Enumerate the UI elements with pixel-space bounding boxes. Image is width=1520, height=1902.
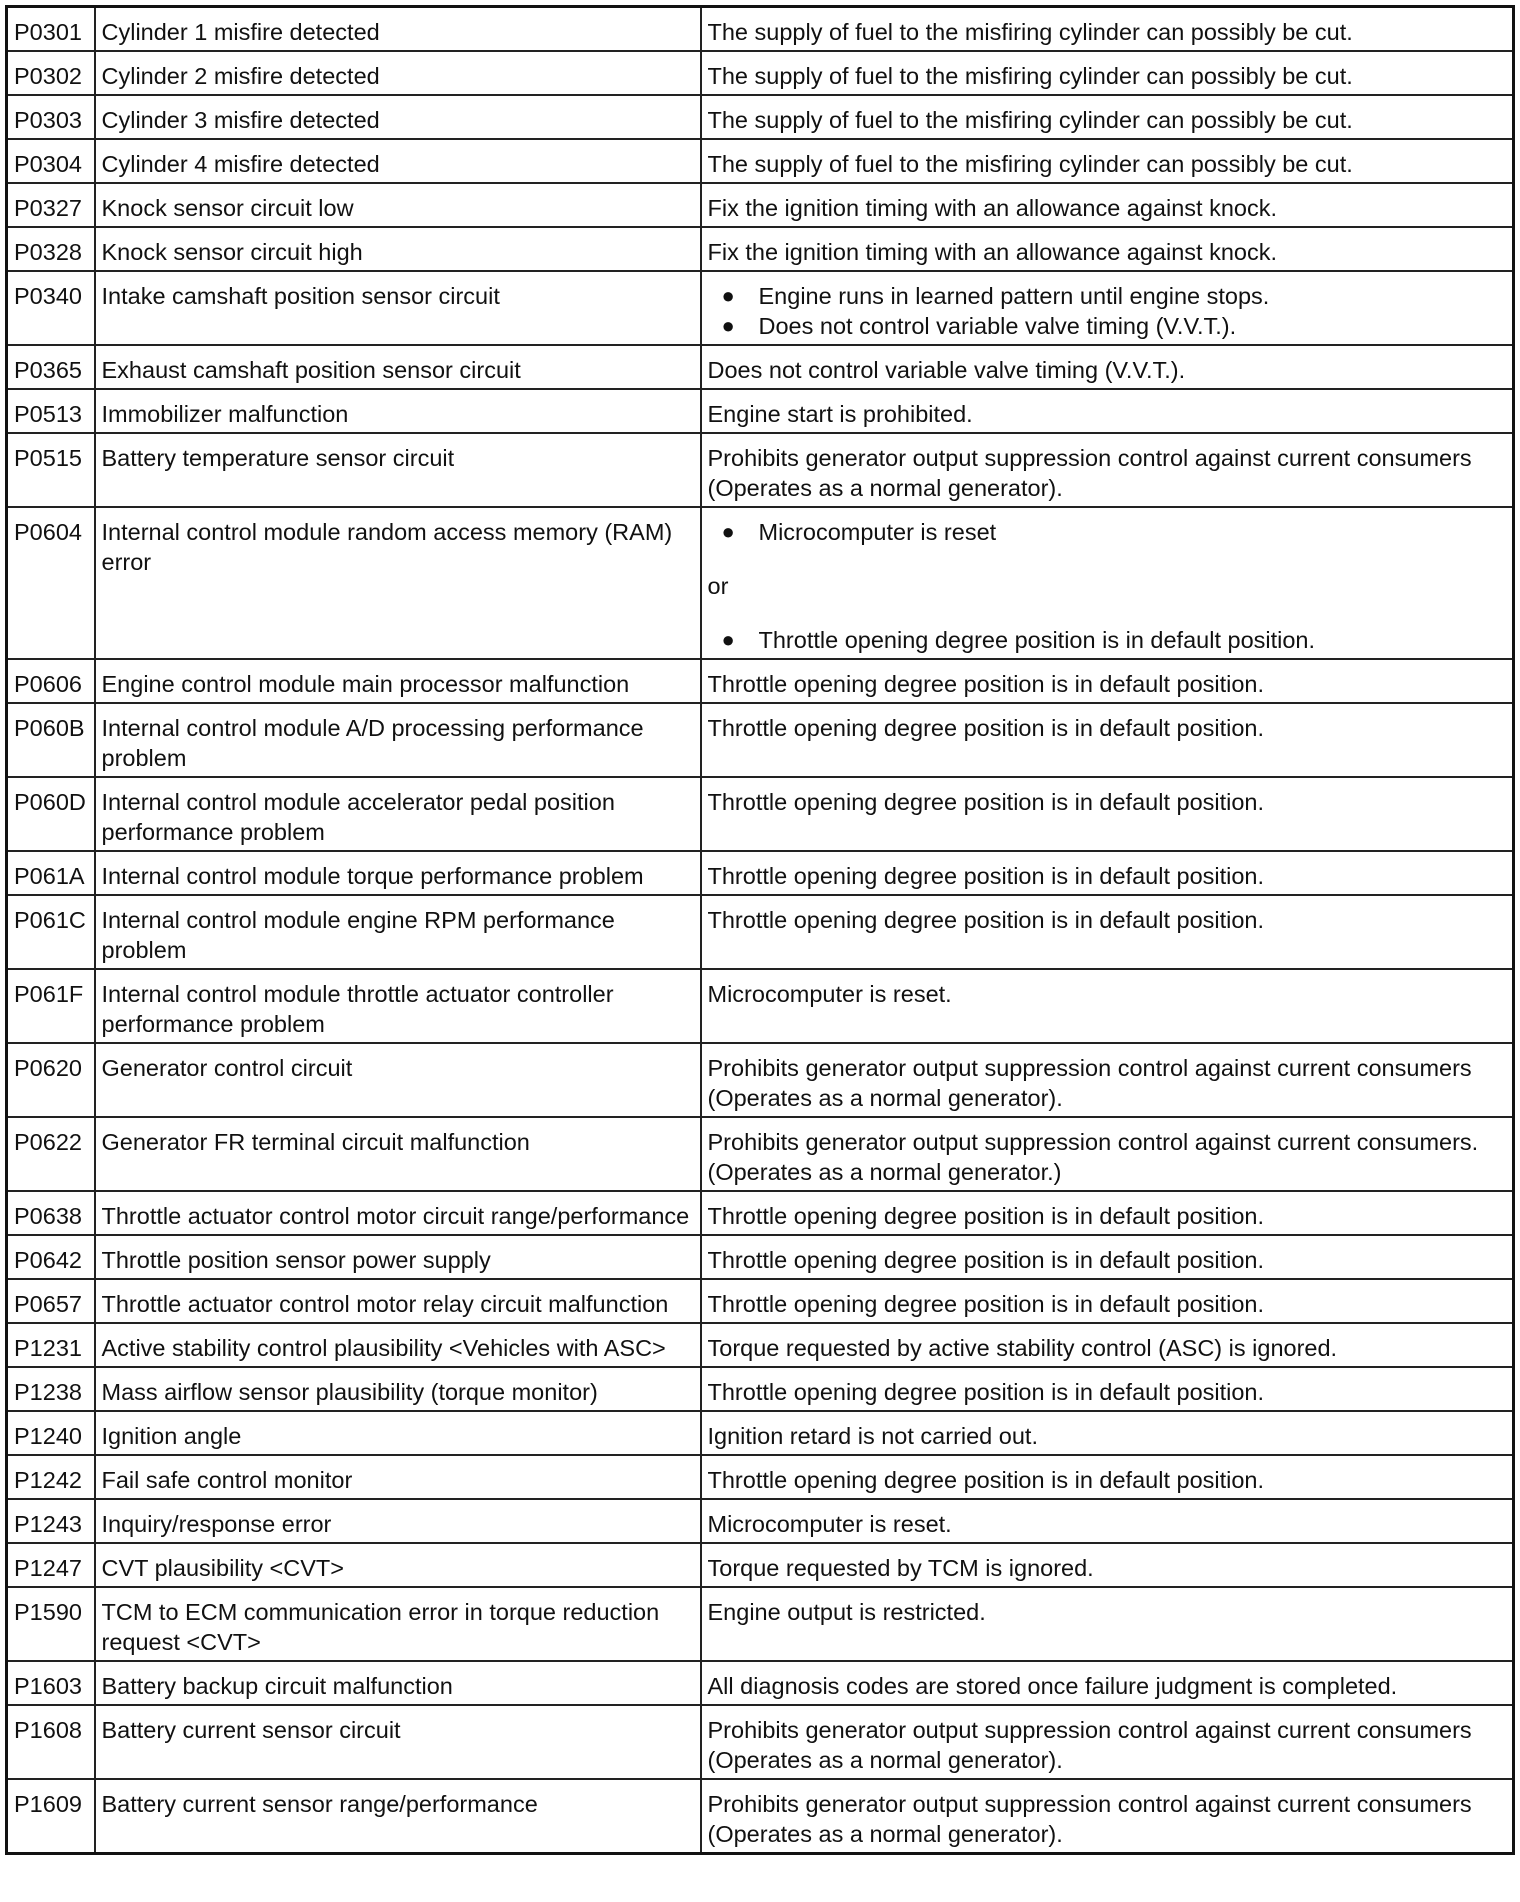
fail-safe-action: Throttle opening degree position is in default position. <box>701 851 1514 895</box>
table-row <box>7 1779 1514 1854</box>
fail-safe-action: Prohibits generator output suppression control against current consumers (Operates as a normal generator). <box>701 1705 1514 1779</box>
dtc-code: P0638 <box>7 1191 95 1235</box>
diagnosis-item: Active stability control plausibility <Vehicles with ASC> <box>95 1323 701 1367</box>
diagnosis-item: Internal control module random access memory (RAM) error <box>95 507 701 659</box>
table-row <box>7 51 1514 95</box>
table-row <box>7 1499 1514 1543</box>
diagnosis-item: Battery temperature sensor circuit <box>95 433 701 507</box>
diagnosis-item: TCM to ECM communication error in torque reduction request <CVT> <box>95 1587 701 1661</box>
table-row <box>7 507 1514 659</box>
dtc-code: P061C <box>7 895 95 969</box>
fail-safe-action: The supply of fuel to the misfiring cylinder can possibly be cut. <box>701 51 1514 95</box>
table-row <box>7 271 1514 345</box>
dtc-code: P1231 <box>7 1323 95 1367</box>
fail-safe-action: Fix the ignition timing with an allowance against knock. <box>701 227 1514 271</box>
dtc-code: P060D <box>7 777 95 851</box>
table-row <box>7 895 1514 969</box>
fail-safe-action: Torque requested by active stability control (ASC) is ignored. <box>701 1323 1514 1367</box>
action-bullet: ● Microcomputer is reset <box>708 517 1507 547</box>
dtc-code: P061F <box>7 969 95 1043</box>
action-bullet: ● Throttle opening degree position is in default position. <box>708 625 1507 655</box>
fail-safe-action <box>701 271 1514 345</box>
table-row <box>7 1543 1514 1587</box>
fail-safe-action: Throttle opening degree position is in default position. <box>701 703 1514 777</box>
action-bullet-list <box>708 281 1507 341</box>
dtc-code: P0327 <box>7 183 95 227</box>
fail-safe-action: Microcomputer is reset. <box>701 969 1514 1043</box>
dtc-code: P1590 <box>7 1587 95 1661</box>
dtc-code: P0303 <box>7 95 95 139</box>
dtc-code: P0606 <box>7 659 95 703</box>
diagnosis-item: Internal control module A/D processing performance problem <box>95 703 701 777</box>
diagnosis-item: Generator control circuit <box>95 1043 701 1117</box>
fail-safe-action: Engine start is prohibited. <box>701 389 1514 433</box>
action-bullet: ● Engine runs in learned pattern until engine stops. <box>708 281 1507 311</box>
fail-safe-action: Prohibits generator output suppression control against current consumers. (Operates as a normal generator.) <box>701 1117 1514 1191</box>
dtc-code: P0301 <box>7 7 95 52</box>
diagnosis-item: Internal control module accelerator pedal position performance problem <box>95 777 701 851</box>
table-row <box>7 969 1514 1043</box>
table-row <box>7 433 1514 507</box>
table-row <box>7 389 1514 433</box>
diagnosis-item: Generator FR terminal circuit malfunction <box>95 1117 701 1191</box>
diagnosis-item: Battery backup circuit malfunction <box>95 1661 701 1705</box>
action-bullet-list <box>708 625 1507 655</box>
or-separator: or <box>707 573 729 599</box>
diagnosis-item: Exhaust camshaft position sensor circuit <box>95 345 701 389</box>
fail-safe-action: The supply of fuel to the misfiring cylinder can possibly be cut. <box>701 95 1514 139</box>
dtc-code: P0657 <box>7 1279 95 1323</box>
table-row <box>7 1279 1514 1323</box>
diagnosis-item: Battery current sensor range/performance <box>95 1779 701 1854</box>
fail-safe-action: Throttle opening degree position is in default position. <box>701 1279 1514 1323</box>
dtc-code: P0513 <box>7 389 95 433</box>
dtc-code: P061A <box>7 851 95 895</box>
diagnosis-item: Knock sensor circuit high <box>95 227 701 271</box>
table-row <box>7 95 1514 139</box>
dtc-code: P0328 <box>7 227 95 271</box>
fail-safe-action: Throttle opening degree position is in default position. <box>701 1191 1514 1235</box>
dtc-code: P0302 <box>7 51 95 95</box>
diagnosis-item: Mass airflow sensor plausibility (torque monitor) <box>95 1367 701 1411</box>
dtc-code: P1242 <box>7 1455 95 1499</box>
fail-safe-action: The supply of fuel to the misfiring cylinder can possibly be cut. <box>701 139 1514 183</box>
diagnosis-item: Knock sensor circuit low <box>95 183 701 227</box>
fail-safe-action: Throttle opening degree position is in default position. <box>701 777 1514 851</box>
table-row <box>7 1587 1514 1661</box>
table-row <box>7 227 1514 271</box>
diagnosis-item: Fail safe control monitor <box>95 1455 701 1499</box>
dtc-code: P060B <box>7 703 95 777</box>
fail-safe-table <box>5 5 1515 1855</box>
table-row <box>7 1117 1514 1191</box>
dtc-code: P1247 <box>7 1543 95 1587</box>
fail-safe-action: Torque requested by TCM is ignored. <box>701 1543 1514 1587</box>
dtc-code: P0622 <box>7 1117 95 1191</box>
diagnosis-item: Cylinder 2 misfire detected <box>95 51 701 95</box>
fail-safe-action: All diagnosis codes are stored once failure judgment is completed. <box>701 1661 1514 1705</box>
dtc-code: P0340 <box>7 271 95 345</box>
dtc-code: P0365 <box>7 345 95 389</box>
dtc-code: P0620 <box>7 1043 95 1117</box>
dtc-code: P1603 <box>7 1661 95 1705</box>
fail-safe-action: Throttle opening degree position is in default position. <box>701 1235 1514 1279</box>
table-row <box>7 139 1514 183</box>
action-bullet: ● Does not control variable valve timing (V.V.T.). <box>708 311 1507 341</box>
table-row <box>7 1705 1514 1779</box>
table-row <box>7 1191 1514 1235</box>
table-row <box>7 659 1514 703</box>
diagnosis-item: Inquiry/response error <box>95 1499 701 1543</box>
table-row <box>7 703 1514 777</box>
table-row <box>7 7 1514 52</box>
diagnosis-item: Internal control module throttle actuator controller performance problem <box>95 969 701 1043</box>
fail-safe-action: Microcomputer is reset. <box>701 1499 1514 1543</box>
dtc-code: P1609 <box>7 1779 95 1854</box>
diagnosis-item: Cylinder 4 misfire detected <box>95 139 701 183</box>
action-bullet-list <box>708 517 1507 547</box>
table-row <box>7 851 1514 895</box>
fail-safe-action: Prohibits generator output suppression control against current consumers (Operates as a normal generator). <box>701 433 1514 507</box>
dtc-code: P1240 <box>7 1411 95 1455</box>
dtc-code: P0642 <box>7 1235 95 1279</box>
fail-safe-action: Does not control variable valve timing (V.V.T.). <box>701 345 1514 389</box>
diagnosis-item: Throttle position sensor power supply <box>95 1235 701 1279</box>
diagnosis-item: CVT plausibility <CVT> <box>95 1543 701 1587</box>
fail-safe-action: Throttle opening degree position is in default position. <box>701 895 1514 969</box>
table-row <box>7 1661 1514 1705</box>
table-row <box>7 183 1514 227</box>
fail-safe-action: Ignition retard is not carried out. <box>701 1411 1514 1455</box>
diagnosis-item: Cylinder 1 misfire detected <box>95 7 701 52</box>
diagnosis-item: Throttle actuator control motor circuit range/performance <box>95 1191 701 1235</box>
table-row <box>7 345 1514 389</box>
fail-safe-table-sheet <box>5 5 1512 1855</box>
diagnosis-item: Cylinder 3 misfire detected <box>95 95 701 139</box>
fail-safe-action: Engine output is restricted. <box>701 1587 1514 1661</box>
diagnosis-item: Engine control module main processor malfunction <box>95 659 701 703</box>
dtc-code: P0515 <box>7 433 95 507</box>
table-row <box>7 1323 1514 1367</box>
dtc-code: P0304 <box>7 139 95 183</box>
diagnosis-item: Immobilizer malfunction <box>95 389 701 433</box>
dtc-code: P1243 <box>7 1499 95 1543</box>
diagnosis-item: Internal control module engine RPM performance problem <box>95 895 701 969</box>
fail-safe-action: Prohibits generator output suppression control against current consumers (Operates as a normal generator). <box>701 1043 1514 1117</box>
fail-safe-action: The supply of fuel to the misfiring cylinder can possibly be cut. <box>701 7 1514 52</box>
diagnosis-item: Throttle actuator control motor relay circuit malfunction <box>95 1279 701 1323</box>
diagnosis-item: Battery current sensor circuit <box>95 1705 701 1779</box>
fail-safe-action <box>701 507 1514 659</box>
fail-safe-action: Fix the ignition timing with an allowance against knock. <box>701 183 1514 227</box>
dtc-code: P1238 <box>7 1367 95 1411</box>
fail-safe-action: Throttle opening degree position is in default position. <box>701 659 1514 703</box>
table-row <box>7 1455 1514 1499</box>
diagnosis-item: Internal control module torque performance problem <box>95 851 701 895</box>
table-row <box>7 1043 1514 1117</box>
table-row <box>7 1367 1514 1411</box>
fail-safe-action: Prohibits generator output suppression control against current consumers (Operates as a normal generator). <box>701 1779 1514 1854</box>
table-row <box>7 777 1514 851</box>
fail-safe-action: Throttle opening degree position is in default position. <box>701 1367 1514 1411</box>
diagnosis-item: Ignition angle <box>95 1411 701 1455</box>
diagnosis-item: Intake camshaft position sensor circuit <box>95 271 701 345</box>
dtc-code: P0604 <box>7 507 95 659</box>
fail-safe-action: Throttle opening degree position is in default position. <box>701 1455 1514 1499</box>
dtc-code: P1608 <box>7 1705 95 1779</box>
table-row <box>7 1235 1514 1279</box>
table-row <box>7 1411 1514 1455</box>
